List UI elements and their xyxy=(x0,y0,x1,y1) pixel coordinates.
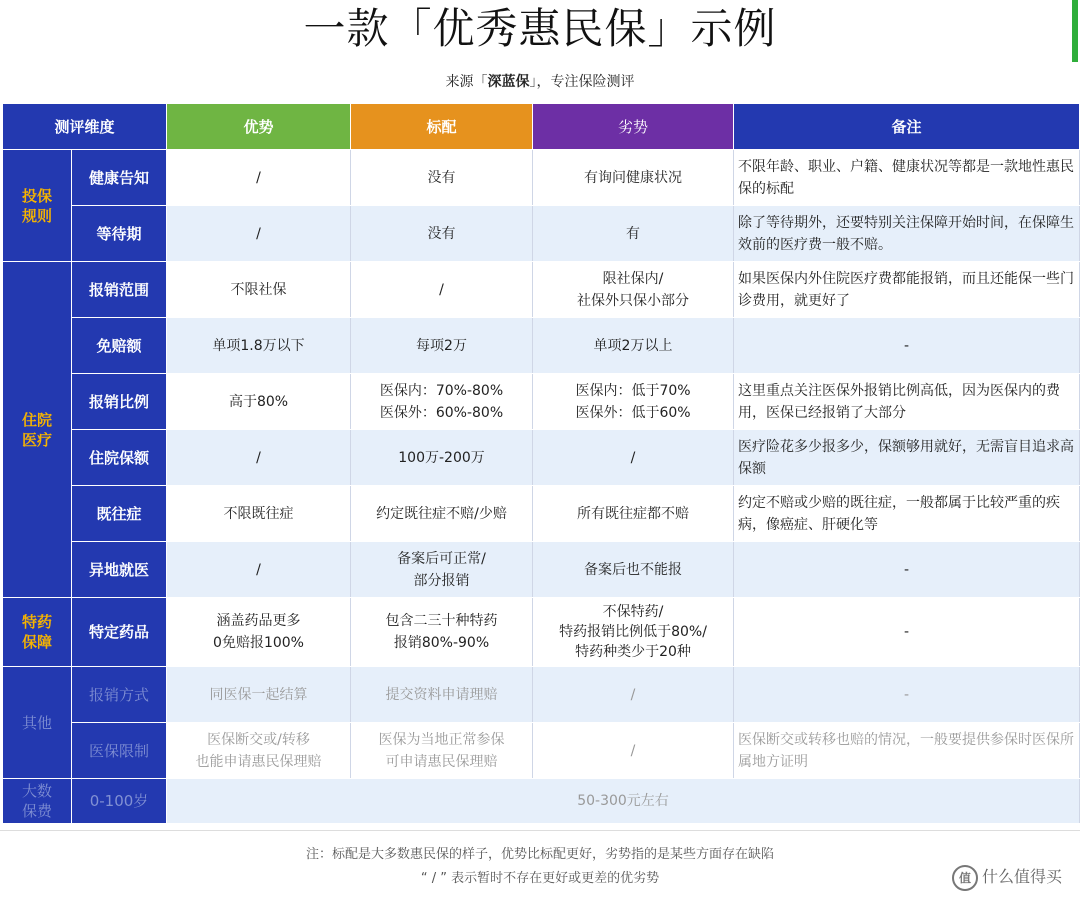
cell-standard: 没有 xyxy=(351,206,533,262)
table-row xyxy=(3,374,1080,430)
cell-note: - xyxy=(734,598,1080,667)
cell-standard: 100万-200万 xyxy=(351,430,533,486)
cell-disadvantage: 限社保内/ 社保外只保小部分 xyxy=(533,262,734,318)
row-label: 0-100岁 xyxy=(72,779,167,824)
row-label: 免赔额 xyxy=(72,318,167,374)
cell-advantage: 不限既往症 xyxy=(167,486,351,542)
header-note: 备注 xyxy=(734,104,1080,150)
table-row xyxy=(3,723,1080,779)
cell-standard: 没有 xyxy=(351,150,533,206)
row-label: 报销方式 xyxy=(72,667,167,723)
cell-disadvantage: 有询问健康状况 xyxy=(533,150,734,206)
table-row xyxy=(3,542,1080,598)
cell-note: 除了等待期外，还要特别关注保障开始时间，在保障生效前的医疗费一般不赔。 xyxy=(734,206,1080,262)
source-line: 来源「深蓝保」，专注保险测评 xyxy=(445,74,635,90)
cell-disadvantage: 不保特药/ 特药报销比例低于80%/ 特药种类少于20种 xyxy=(533,598,734,667)
row-label: 住院保额 xyxy=(72,430,167,486)
cell-standard: 医保内：70%-80% 医保外：60%-80% xyxy=(351,374,533,430)
row-label: 既往症 xyxy=(72,486,167,542)
cell-standard: 约定既往症不赔/少赔 xyxy=(351,486,533,542)
cell-standard: / xyxy=(351,262,533,318)
cell-disadvantage: 备案后也不能报 xyxy=(533,542,734,598)
row-label: 报销范围 xyxy=(72,262,167,318)
footnote-line: 注：标配是大多数惠民保的样子，优势比标配更好，劣势指的是某些方面存在缺陷 xyxy=(305,847,774,862)
watermark-text: 什么值得买 xyxy=(982,867,1063,886)
cell-note: 如果医保内外住院医疗费都能报销，而且还能保一些门诊费用，就更好了 xyxy=(734,262,1080,318)
page-title: 一款「优秀惠民保」示例 xyxy=(303,4,777,53)
table-row xyxy=(3,150,1080,206)
cell-note: 约定不赔或少赔的既往症，一般都属于比较严重的疾病，像癌症、肝硬化等 xyxy=(734,486,1080,542)
cell-advantage: 单项1.8万以下 xyxy=(167,318,351,374)
category-label: 特药 保障 xyxy=(3,598,72,667)
row-label: 医保限制 xyxy=(72,723,167,779)
cell-note: 这里重点关注医保外报销比例高低，因为医保内的费用，医保已经报销了大部分 xyxy=(734,374,1080,430)
cell-disadvantage: / xyxy=(533,430,734,486)
accent-bar xyxy=(1072,0,1078,62)
header-row xyxy=(3,104,1080,150)
cell-disadvantage: 单项2万以上 xyxy=(533,318,734,374)
row-label: 健康告知 xyxy=(72,150,167,206)
source-brand: 深蓝保 xyxy=(487,74,530,90)
header-dimension: 测评维度 xyxy=(3,104,167,150)
cell-note: - xyxy=(734,318,1080,374)
cell-advantage: / xyxy=(167,542,351,598)
cell-advantage: / xyxy=(167,150,351,206)
cell-advantage: / xyxy=(167,430,351,486)
table-row xyxy=(3,667,1080,723)
category-label: 住院 医疗 xyxy=(3,262,72,598)
cell-standard: 备案后可正常/ 部分报销 xyxy=(351,542,533,598)
category-label: 大数 保费 xyxy=(3,779,72,824)
cell-note: - xyxy=(734,542,1080,598)
footnote xyxy=(0,830,1080,898)
table-row xyxy=(3,206,1080,262)
cell-disadvantage: 有 xyxy=(533,206,734,262)
cell-standard: 医保为当地正常参保 可申请惠民保理赔 xyxy=(351,723,533,779)
footnote-line: “ / ” 表示暂时不存在更好或更差的优劣势 xyxy=(420,871,660,886)
comparison-table xyxy=(2,103,1080,824)
cell-note: - xyxy=(734,667,1080,723)
cell-disadvantage: / xyxy=(533,723,734,779)
cell-advantage: 医保断交或/转移 也能申请惠民保理赔 xyxy=(167,723,351,779)
cell-advantage: 涵盖药品更多 0免赔报100% xyxy=(167,598,351,667)
header-disadvantage: 劣势 xyxy=(533,104,734,150)
cell-note: 医疗险花多少报多少，保额够用就好，无需盲目追求高保额 xyxy=(734,430,1080,486)
cell-disadvantage: 医保内：低于70% 医保外：低于60% xyxy=(533,374,734,430)
cell-standard: 包含二三十种特药 报销80%-90% xyxy=(351,598,533,667)
table-row xyxy=(3,430,1080,486)
cell-disadvantage: 所有既往症都不赔 xyxy=(533,486,734,542)
row-label: 等待期 xyxy=(72,206,167,262)
cell-standard: 提交资料申请理赔 xyxy=(351,667,533,723)
category-label: 其他 xyxy=(3,667,72,779)
row-label: 报销比例 xyxy=(72,374,167,430)
table-row xyxy=(3,318,1080,374)
table-row xyxy=(3,262,1080,318)
cell-advantage: 同医保一起结算 xyxy=(167,667,351,723)
header-advantage: 优势 xyxy=(167,104,351,150)
header-standard: 标配 xyxy=(351,104,533,150)
cell-advantage: 高于80% xyxy=(167,374,351,430)
row-label: 异地就医 xyxy=(72,542,167,598)
cell-note: 医保断交或转移也赔的情况，一般要提供参保时医保所属地方证明 xyxy=(734,723,1080,779)
table-row xyxy=(3,486,1080,542)
watermark xyxy=(952,864,1062,891)
cell-merged-premium: 50-300元左右 xyxy=(167,779,1080,824)
cell-advantage: 不限社保 xyxy=(167,262,351,318)
row-label: 特定药品 xyxy=(72,598,167,667)
cell-note: 不限年龄、职业、户籍、健康状况等都是一款地性惠民保的标配 xyxy=(734,150,1080,206)
table-row xyxy=(3,598,1080,667)
cell-disadvantage: / xyxy=(533,667,734,723)
cell-standard: 每项2万 xyxy=(351,318,533,374)
cell-advantage: / xyxy=(167,206,351,262)
watermark-icon: 值 xyxy=(952,865,978,891)
category-label: 投保 规则 xyxy=(3,150,72,262)
table-row xyxy=(3,779,1080,824)
